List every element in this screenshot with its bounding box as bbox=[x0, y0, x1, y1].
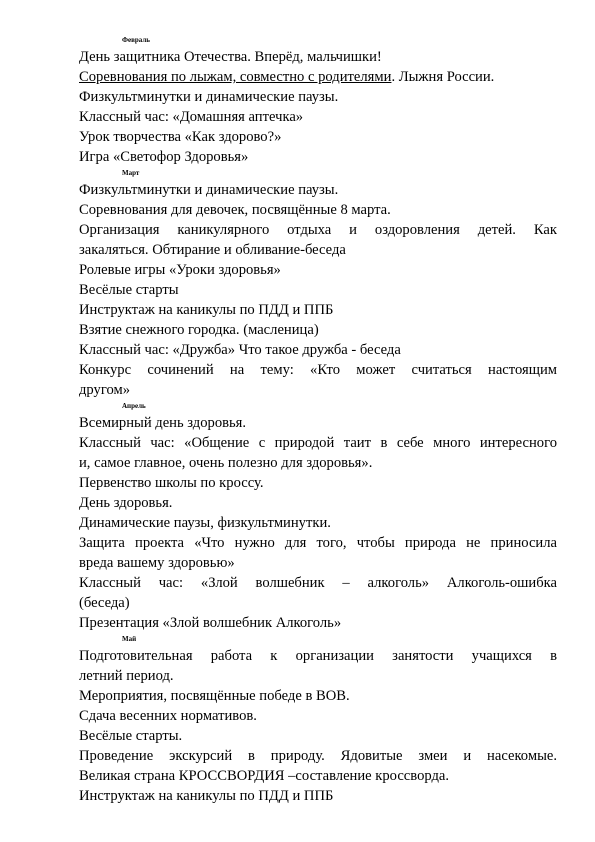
list-item-continuation: другом» bbox=[79, 382, 130, 398]
month-heading-february: Февраль bbox=[122, 36, 150, 44]
list-item-continuation: вреда вашему здоровью» bbox=[79, 555, 235, 571]
list-item: Урок творчества «Как здорово?» bbox=[79, 129, 282, 145]
list-item: Презентация «Злой волшебник Алкоголь» bbox=[79, 615, 342, 631]
list-item: Подготовительная работа к организации занятости учащихся в bbox=[79, 648, 557, 664]
list-item: Защита проекта «Что нужно для того, чтобы природа не приносила bbox=[79, 535, 557, 551]
list-item: Инструктаж на каникулы по ПДД и ППБ bbox=[79, 788, 334, 804]
list-item: Сдача весенних нормативов. bbox=[79, 708, 257, 724]
list-item-continuation: и, самое главное, очень полезно для здоровья». bbox=[79, 455, 373, 471]
list-item: Классный час: «Домашняя аптечка» bbox=[79, 109, 304, 125]
list-item: Весёлые старты. bbox=[79, 728, 183, 744]
list-item: Классный час: «Общение с природой таит в себе много интересного bbox=[79, 435, 557, 451]
list-item: День защитника Отечества. Вперёд, мальчишки! bbox=[79, 49, 382, 65]
list-item: Организация каникулярного отдыха и оздоровления детей. Как bbox=[79, 222, 557, 238]
list-item: Весёлые старты bbox=[79, 282, 179, 298]
list-item: Всемирный день здоровья. bbox=[79, 415, 247, 431]
list-item: Классный час: «Злой волшебник – алкоголь» Алкоголь-ошибка bbox=[79, 575, 557, 591]
list-item: Инструктаж на каникулы по ПДД и ППБ bbox=[79, 302, 334, 318]
list-item: Мероприятия, посвящённые победе в ВОВ. bbox=[79, 688, 350, 704]
list-item-continuation: Великая страна КРОССВОРДИЯ –составление кроссворда. bbox=[79, 768, 450, 784]
list-item: Ролевые игры «Уроки здоровья» bbox=[79, 262, 281, 278]
list-item: День здоровья. bbox=[79, 495, 173, 511]
list-item: Проведение экскурсий в природу. Ядовитые змеи и насекомые. bbox=[79, 748, 557, 764]
list-item: Соревнования для девочек, посвящённые 8 марта. bbox=[79, 202, 391, 218]
list-item bbox=[79, 67, 557, 87]
item-text: . Лыжня России. bbox=[391, 69, 495, 85]
month-heading-may: Май bbox=[122, 635, 137, 643]
list-item: Игра «Светофор Здоровья» bbox=[79, 149, 249, 165]
list-item: Динамические паузы, физкультминутки. bbox=[79, 515, 331, 531]
list-item: Классный час: «Дружба» Что такое дружба - беседа bbox=[79, 342, 401, 358]
month-heading-april: Апрель bbox=[122, 402, 146, 410]
list-item: Конкурс сочинений на тему: «Кто может считаться настоящим bbox=[79, 362, 557, 378]
list-item: Взятие снежного городка. (масленица) bbox=[79, 322, 319, 338]
underlined-text: Соревнования по лыжам, совместно с родителями bbox=[79, 69, 392, 85]
list-item-continuation: закаляться. Обтирание и обливание-беседа bbox=[79, 242, 346, 258]
list-item: Первенство школы по кроссу. bbox=[79, 475, 264, 491]
list-item-continuation: летний период. bbox=[79, 668, 174, 684]
list-item-continuation: (беседа) bbox=[79, 595, 130, 611]
document-page bbox=[79, 34, 557, 806]
list-item: Физкультминутки и динамические паузы. bbox=[79, 182, 339, 198]
list-item: Физкультминутки и динамические паузы. bbox=[79, 89, 339, 105]
month-heading-march: Март bbox=[122, 169, 140, 177]
